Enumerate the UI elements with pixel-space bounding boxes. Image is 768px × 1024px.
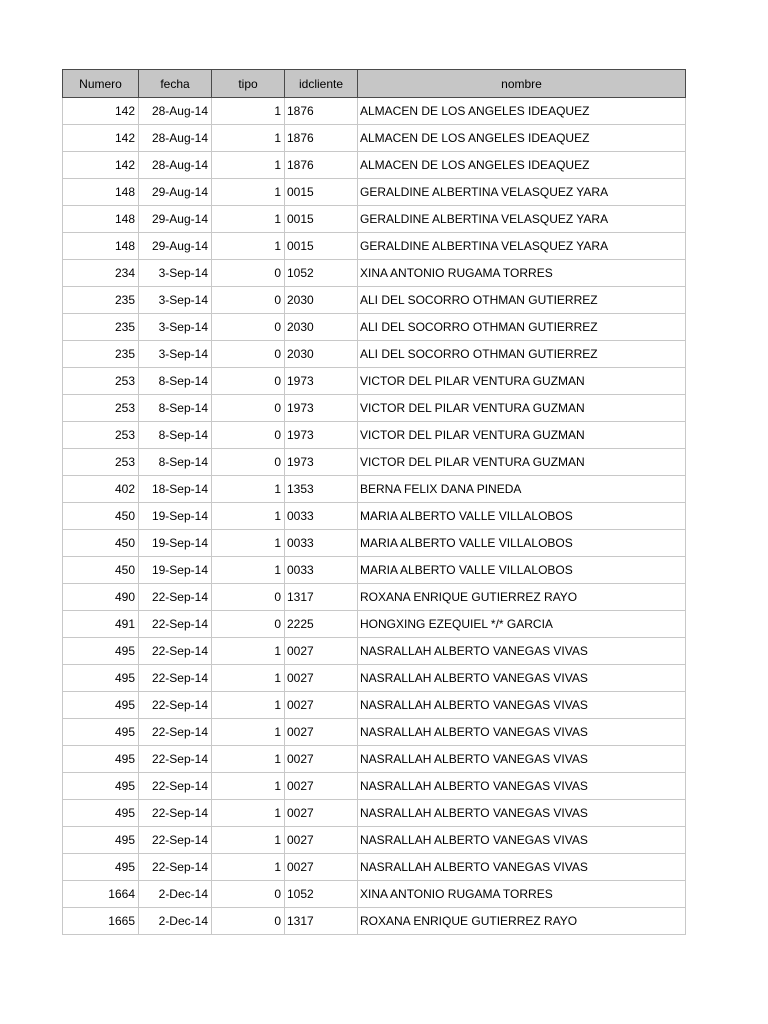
cell-nombre: GERALDINE ALBERTINA VELASQUEZ YARA <box>358 233 686 260</box>
cell-nombre: NASRALLAH ALBERTO VANEGAS VIVAS <box>358 719 686 746</box>
cell-fecha: 22-Sep-14 <box>139 773 212 800</box>
cell-nombre: ROXANA ENRIQUE GUTIERREZ RAYO <box>358 584 686 611</box>
cell-nombre: VICTOR DEL PILAR VENTURA GUZMAN <box>358 449 686 476</box>
cell-numero: 253 <box>63 422 139 449</box>
cell-nombre: NASRALLAH ALBERTO VANEGAS VIVAS <box>358 746 686 773</box>
cell-tipo: 0 <box>212 341 285 368</box>
cell-numero: 235 <box>63 341 139 368</box>
cell-fecha: 3-Sep-14 <box>139 341 212 368</box>
cell-numero: 1665 <box>63 908 139 935</box>
table-row <box>63 719 686 746</box>
cell-idcliente: 1973 <box>285 395 358 422</box>
cell-tipo: 1 <box>212 665 285 692</box>
table-row <box>63 584 686 611</box>
cell-tipo: 1 <box>212 800 285 827</box>
table-row <box>63 611 686 638</box>
cell-numero: 495 <box>63 692 139 719</box>
table-row <box>63 827 686 854</box>
cell-fecha: 19-Sep-14 <box>139 503 212 530</box>
cell-fecha: 22-Sep-14 <box>139 611 212 638</box>
table-row <box>63 341 686 368</box>
cell-idcliente: 0015 <box>285 206 358 233</box>
cell-nombre: NASRALLAH ALBERTO VANEGAS VIVAS <box>358 692 686 719</box>
cell-fecha: 28-Aug-14 <box>139 98 212 125</box>
cell-idcliente: 1876 <box>285 152 358 179</box>
cell-numero: 402 <box>63 476 139 503</box>
cell-fecha: 22-Sep-14 <box>139 827 212 854</box>
cell-tipo: 0 <box>212 881 285 908</box>
cell-tipo: 1 <box>212 125 285 152</box>
cell-fecha: 22-Sep-14 <box>139 800 212 827</box>
table-row <box>63 881 686 908</box>
cell-fecha: 19-Sep-14 <box>139 530 212 557</box>
cell-fecha: 8-Sep-14 <box>139 422 212 449</box>
cell-nombre: NASRALLAH ALBERTO VANEGAS VIVAS <box>358 854 686 881</box>
cell-idcliente: 1353 <box>285 476 358 503</box>
cell-fecha: 3-Sep-14 <box>139 287 212 314</box>
column-header-numero: Numero <box>63 70 139 98</box>
cell-idcliente: 1317 <box>285 908 358 935</box>
cell-fecha: 29-Aug-14 <box>139 179 212 206</box>
cell-idcliente: 0027 <box>285 827 358 854</box>
column-header-fecha: fecha <box>139 70 212 98</box>
cell-idcliente: 2030 <box>285 287 358 314</box>
cell-idcliente: 1052 <box>285 881 358 908</box>
table-row <box>63 125 686 152</box>
cell-nombre: XINA ANTONIO RUGAMA TORRES <box>358 881 686 908</box>
cell-tipo: 1 <box>212 638 285 665</box>
table-row <box>63 503 686 530</box>
cell-idcliente: 1973 <box>285 449 358 476</box>
cell-idcliente: 0033 <box>285 530 358 557</box>
cell-numero: 450 <box>63 530 139 557</box>
cell-idcliente: 0033 <box>285 503 358 530</box>
cell-numero: 234 <box>63 260 139 287</box>
cell-numero: 495 <box>63 773 139 800</box>
cell-numero: 491 <box>63 611 139 638</box>
cell-nombre: ALMACEN DE LOS ANGELES IDEAQUEZ <box>358 152 686 179</box>
cell-fecha: 3-Sep-14 <box>139 314 212 341</box>
cell-idcliente: 0027 <box>285 638 358 665</box>
cell-tipo: 1 <box>212 98 285 125</box>
table-row <box>63 530 686 557</box>
spreadsheet-table-container <box>62 69 685 935</box>
cell-nombre: GERALDINE ALBERTINA VELASQUEZ YARA <box>358 179 686 206</box>
table-row <box>63 98 686 125</box>
cell-tipo: 1 <box>212 692 285 719</box>
cell-tipo: 0 <box>212 584 285 611</box>
cell-numero: 1664 <box>63 881 139 908</box>
table-row <box>63 233 686 260</box>
cell-fecha: 19-Sep-14 <box>139 557 212 584</box>
cell-tipo: 0 <box>212 368 285 395</box>
table-row <box>63 422 686 449</box>
cell-numero: 495 <box>63 827 139 854</box>
cell-tipo: 0 <box>212 287 285 314</box>
cell-numero: 235 <box>63 287 139 314</box>
cell-numero: 490 <box>63 584 139 611</box>
table-row <box>63 665 686 692</box>
cell-tipo: 1 <box>212 773 285 800</box>
cell-tipo: 1 <box>212 503 285 530</box>
table-row <box>63 152 686 179</box>
cell-tipo: 0 <box>212 422 285 449</box>
cell-tipo: 1 <box>212 476 285 503</box>
cell-nombre: VICTOR DEL PILAR VENTURA GUZMAN <box>358 422 686 449</box>
cell-numero: 495 <box>63 638 139 665</box>
table-row <box>63 557 686 584</box>
cell-idcliente: 0027 <box>285 665 358 692</box>
table-row <box>63 476 686 503</box>
column-header-idcliente: idcliente <box>285 70 358 98</box>
cell-tipo: 0 <box>212 314 285 341</box>
cell-idcliente: 2030 <box>285 314 358 341</box>
column-header-nombre: nombre <box>358 70 686 98</box>
cell-idcliente: 0027 <box>285 800 358 827</box>
cell-idcliente: 1876 <box>285 98 358 125</box>
cell-fecha: 28-Aug-14 <box>139 152 212 179</box>
cell-nombre: ALMACEN DE LOS ANGELES IDEAQUEZ <box>358 98 686 125</box>
cell-nombre: BERNA FELIX DANA PINEDA <box>358 476 686 503</box>
cell-numero: 253 <box>63 395 139 422</box>
table-row <box>63 179 686 206</box>
table-row <box>63 449 686 476</box>
cell-numero: 495 <box>63 665 139 692</box>
cell-fecha: 2-Dec-14 <box>139 908 212 935</box>
cell-idcliente: 2030 <box>285 341 358 368</box>
cell-nombre: XINA ANTONIO RUGAMA TORRES <box>358 260 686 287</box>
cell-idcliente: 1876 <box>285 125 358 152</box>
table-row <box>63 773 686 800</box>
cell-idcliente: 0027 <box>285 746 358 773</box>
table-header <box>63 70 686 98</box>
table-row <box>63 746 686 773</box>
cell-numero: 495 <box>63 800 139 827</box>
cell-tipo: 0 <box>212 260 285 287</box>
cell-idcliente: 1317 <box>285 584 358 611</box>
cell-numero: 235 <box>63 314 139 341</box>
cell-fecha: 8-Sep-14 <box>139 368 212 395</box>
cell-fecha: 22-Sep-14 <box>139 719 212 746</box>
cell-numero: 495 <box>63 746 139 773</box>
cell-numero: 450 <box>63 503 139 530</box>
cell-tipo: 1 <box>212 719 285 746</box>
cell-tipo: 1 <box>212 179 285 206</box>
cell-fecha: 3-Sep-14 <box>139 260 212 287</box>
cell-idcliente: 1973 <box>285 422 358 449</box>
cell-tipo: 0 <box>212 395 285 422</box>
column-header-tipo: tipo <box>212 70 285 98</box>
cell-fecha: 2-Dec-14 <box>139 881 212 908</box>
cell-fecha: 8-Sep-14 <box>139 395 212 422</box>
cell-fecha: 22-Sep-14 <box>139 746 212 773</box>
cell-idcliente: 0027 <box>285 719 358 746</box>
cell-idcliente: 1052 <box>285 260 358 287</box>
cell-fecha: 22-Sep-14 <box>139 854 212 881</box>
cell-nombre: GERALDINE ALBERTINA VELASQUEZ YARA <box>358 206 686 233</box>
table-row <box>63 314 686 341</box>
cell-fecha: 8-Sep-14 <box>139 449 212 476</box>
cell-numero: 142 <box>63 98 139 125</box>
cell-fecha: 18-Sep-14 <box>139 476 212 503</box>
table-row <box>63 692 686 719</box>
cell-idcliente: 0027 <box>285 692 358 719</box>
cell-nombre: ROXANA ENRIQUE GUTIERREZ RAYO <box>358 908 686 935</box>
table-row <box>63 854 686 881</box>
cell-numero: 253 <box>63 449 139 476</box>
cell-nombre: NASRALLAH ALBERTO VANEGAS VIVAS <box>358 800 686 827</box>
cell-idcliente: 0015 <box>285 233 358 260</box>
cell-nombre: NASRALLAH ALBERTO VANEGAS VIVAS <box>358 773 686 800</box>
cell-fecha: 29-Aug-14 <box>139 233 212 260</box>
cell-nombre: NASRALLAH ALBERTO VANEGAS VIVAS <box>358 638 686 665</box>
cell-fecha: 28-Aug-14 <box>139 125 212 152</box>
cell-nombre: NASRALLAH ALBERTO VANEGAS VIVAS <box>358 827 686 854</box>
cell-tipo: 1 <box>212 557 285 584</box>
cell-fecha: 29-Aug-14 <box>139 206 212 233</box>
table-row <box>63 260 686 287</box>
table-row <box>63 638 686 665</box>
cell-tipo: 0 <box>212 611 285 638</box>
cell-idcliente: 0027 <box>285 773 358 800</box>
cell-idcliente: 1973 <box>285 368 358 395</box>
cell-tipo: 0 <box>212 449 285 476</box>
table-row <box>63 206 686 233</box>
cell-nombre: VICTOR DEL PILAR VENTURA GUZMAN <box>358 395 686 422</box>
cell-nombre: MARIA ALBERTO VALLE VILLALOBOS <box>358 530 686 557</box>
cell-idcliente: 0027 <box>285 854 358 881</box>
cell-nombre: NASRALLAH ALBERTO VANEGAS VIVAS <box>358 665 686 692</box>
cell-tipo: 1 <box>212 206 285 233</box>
cell-tipo: 1 <box>212 152 285 179</box>
table-row <box>63 395 686 422</box>
cell-fecha: 22-Sep-14 <box>139 665 212 692</box>
cell-idcliente: 2225 <box>285 611 358 638</box>
header-row <box>63 70 686 98</box>
cell-numero: 148 <box>63 206 139 233</box>
table-row <box>63 368 686 395</box>
cell-nombre: MARIA ALBERTO VALLE VILLALOBOS <box>358 557 686 584</box>
cell-nombre: HONGXING EZEQUIEL */* GARCIA <box>358 611 686 638</box>
cell-fecha: 22-Sep-14 <box>139 584 212 611</box>
cell-nombre: ALMACEN DE LOS ANGELES IDEAQUEZ <box>358 125 686 152</box>
cell-nombre: ALI DEL SOCORRO OTHMAN GUTIERREZ <box>358 287 686 314</box>
cell-tipo: 1 <box>212 233 285 260</box>
table-row <box>63 800 686 827</box>
cell-numero: 450 <box>63 557 139 584</box>
table-body <box>63 98 686 935</box>
cell-tipo: 1 <box>212 530 285 557</box>
cell-tipo: 1 <box>212 746 285 773</box>
cell-nombre: MARIA ALBERTO VALLE VILLALOBOS <box>358 503 686 530</box>
cell-numero: 148 <box>63 179 139 206</box>
cell-nombre: ALI DEL SOCORRO OTHMAN GUTIERREZ <box>358 314 686 341</box>
table-row <box>63 908 686 935</box>
cell-fecha: 22-Sep-14 <box>139 692 212 719</box>
cell-tipo: 1 <box>212 854 285 881</box>
cell-idcliente: 0033 <box>285 557 358 584</box>
cell-numero: 253 <box>63 368 139 395</box>
cell-numero: 495 <box>63 854 139 881</box>
table-row <box>63 287 686 314</box>
cell-nombre: ALI DEL SOCORRO OTHMAN GUTIERREZ <box>358 341 686 368</box>
cell-numero: 142 <box>63 125 139 152</box>
records-table <box>62 69 686 935</box>
cell-tipo: 1 <box>212 827 285 854</box>
cell-nombre: VICTOR DEL PILAR VENTURA GUZMAN <box>358 368 686 395</box>
cell-tipo: 0 <box>212 908 285 935</box>
cell-numero: 142 <box>63 152 139 179</box>
cell-fecha: 22-Sep-14 <box>139 638 212 665</box>
cell-idcliente: 0015 <box>285 179 358 206</box>
cell-numero: 148 <box>63 233 139 260</box>
cell-numero: 495 <box>63 719 139 746</box>
